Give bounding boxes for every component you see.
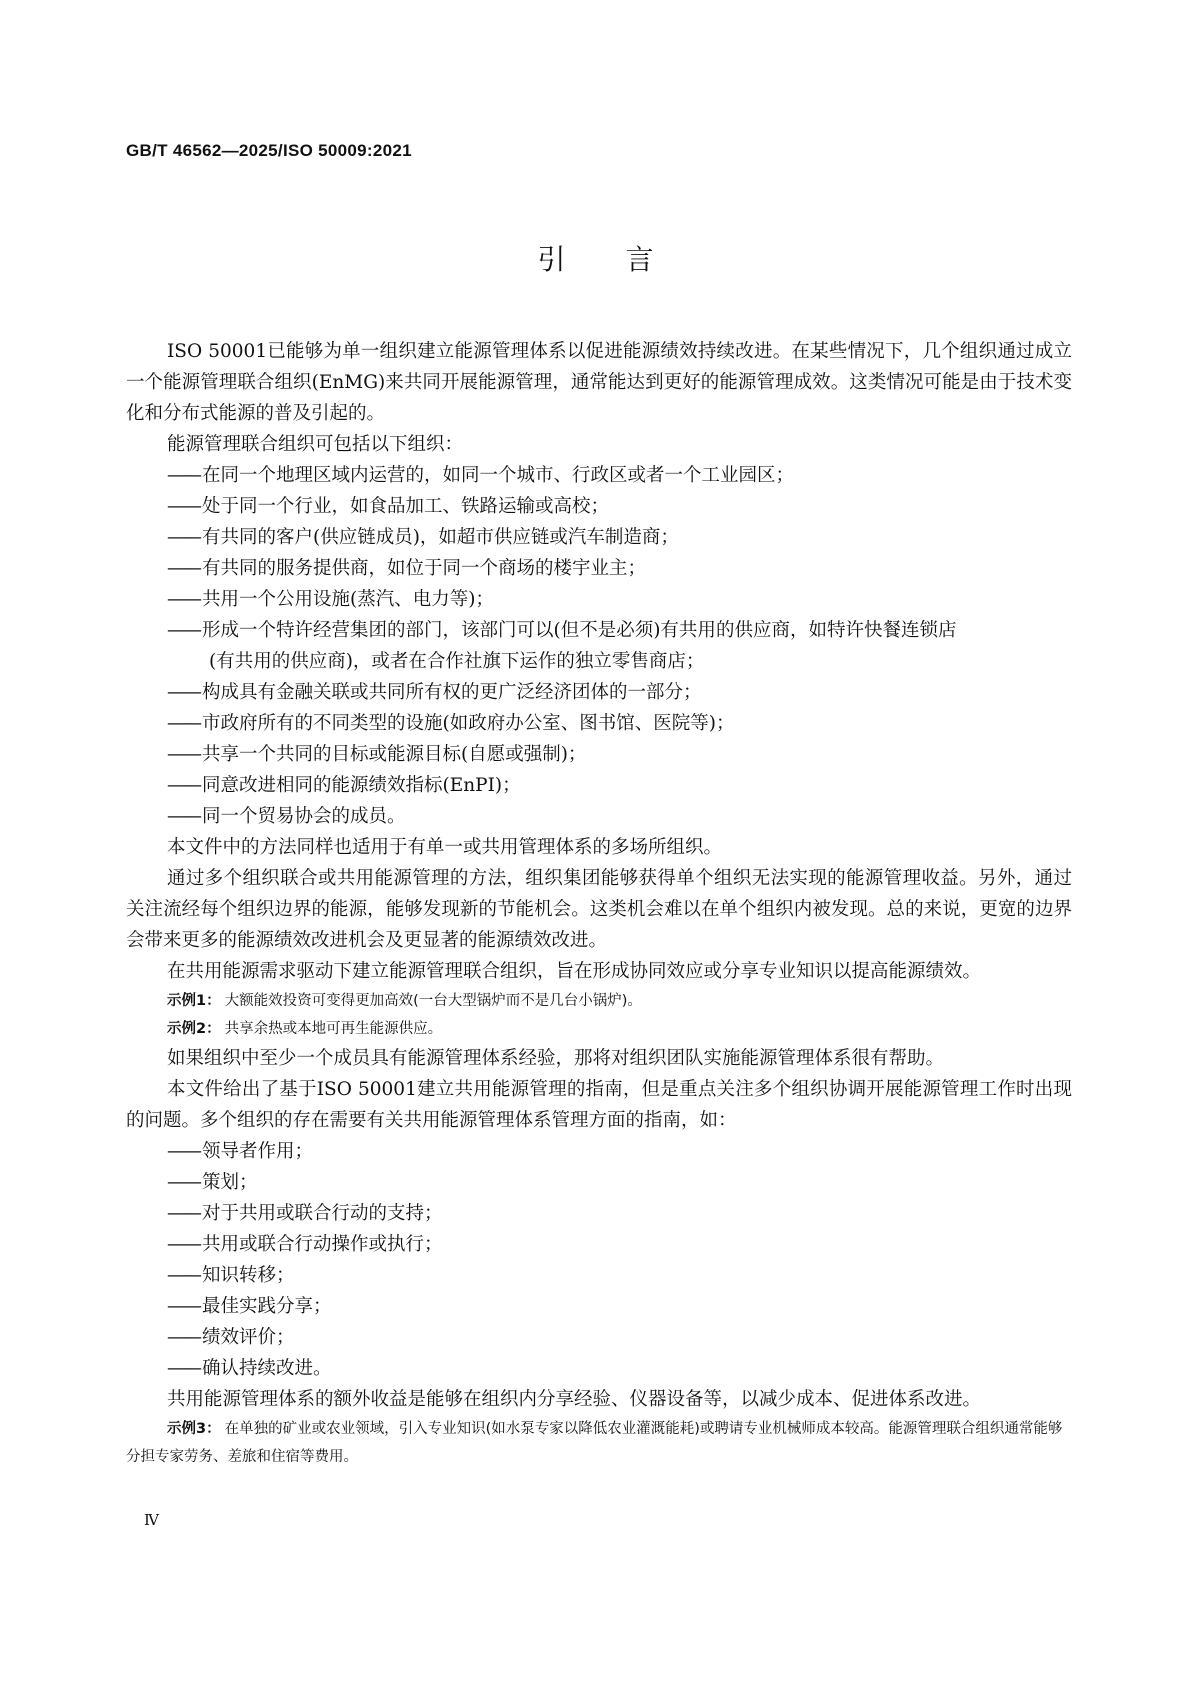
list-item: —— 在同一个地理区域内运营的，如同一个城市、行政区或者一个工业园区； xyxy=(167,460,1072,491)
list-item: —— 形成一个特许经营集团的部门，该部门可以(但不是必须)有共用的供应商，如特许快餐连锁店 xyxy=(167,615,1072,646)
document-body xyxy=(126,336,1072,1471)
list-item: —— 处于同一个行业，如食品加工、铁路运输或高校； xyxy=(167,491,1072,522)
list-item: —— 绩效评价； xyxy=(167,1322,1072,1353)
list-item: —— 确认持续改进。 xyxy=(167,1353,1072,1384)
example-2 xyxy=(167,1015,1072,1043)
paragraph: 本文件中的方法同样也适用于有单一或共用管理体系的多场所组织。 xyxy=(167,837,723,858)
example-label: 示例2： xyxy=(167,1021,221,1037)
paragraph: ISO 50001已能够为单一组织建立能源管理体系以促进能源绩效持续改进。在某些情况下，几个组织通过成立一个能源管理联合组织(EnMG)来共同开展能源管理，通常能达到更好的能源管理成效。这类情况可能是由于技术变化和分布式能源的普及引起的。 xyxy=(126,341,1072,424)
example-text: 共享余热或本地可再生能源供应。 xyxy=(224,1021,443,1037)
example-3 xyxy=(126,1415,1072,1471)
paragraph: 通过多个组织联合或共用能源管理的方法，组织集团能够获得单个组织无法实现的能源管理收益。另外，通过关注流经每个组织边界的能源，能够发现新的节能机会。这类机会难以在单个组织内被发现。总的来说，更宽的边界会带来更多的能源绩效改进机会及更显著的能源绩效改进。 xyxy=(126,868,1072,951)
list-item-continuation: (有共用的供应商)，或者在合作社旗下运作的独立零售商店； xyxy=(209,651,705,672)
paragraph: 在共用能源需求驱动下建立能源管理联合组织，旨在形成协同效应或分享专业知识以提高能源绩效。 xyxy=(167,961,982,982)
example-label: 示例3： xyxy=(167,1421,221,1437)
list-item: —— 有共同的客户(供应链成员)，如超市供应链或汽车制造商； xyxy=(167,522,1072,553)
example-text: 大额能效投资可变得更加高效(一台大型锅炉而不是几台小锅炉)。 xyxy=(224,993,642,1009)
paragraph: 能源管理联合组织可包括以下组织： xyxy=(167,434,464,455)
page-number: Ⅳ xyxy=(144,1511,159,1529)
standard-number: GB/T 46562—2025/ISO 50009:2021 xyxy=(126,141,412,160)
list-item: —— 共用或联合行动操作或执行； xyxy=(167,1229,1072,1260)
list-item: —— 对于共用或联合行动的支持； xyxy=(167,1198,1072,1229)
list-item: —— 最佳实践分享； xyxy=(167,1291,1072,1322)
list-item: —— 共用一个公用设施(蒸汽、电力等)； xyxy=(167,584,1072,615)
example-text: 在单独的矿业或农业领域，引入专业知识(如水泵专家以降低农业灌溉能耗)或聘请专业机械师成本较高。能源管理联合组织通常能够分担专家劳务、差旅和住宿等费用。 xyxy=(126,1421,1063,1465)
list-item: —— 构成具有金融关联或共同所有权的更广泛经济团体的一部分； xyxy=(167,677,1072,708)
paragraph: 本文件给出了基于ISO 50001建立共用能源管理的指南，但是重点关注多个组织协调开展能源管理工作时出现的问题。多个组织的存在需要有关共用能源管理体系管理方面的指南，如： xyxy=(126,1079,1072,1131)
paragraph: 共用能源管理体系的额外收益是能够在组织内分享经验、仪器设备等，以减少成本、促进体系改进。 xyxy=(167,1389,982,1410)
example-label: 示例1： xyxy=(167,993,221,1009)
list-item: —— 同意改进相同的能源绩效指标(EnPI)； xyxy=(167,770,1072,801)
list-item: —— 市政府所有的不同类型的设施(如政府办公室、图书馆、医院等)； xyxy=(167,708,1072,739)
example-1 xyxy=(167,987,1072,1015)
paragraph: 如果组织中至少一个成员具有能源管理体系经验，那将对组织团队实施能源管理体系很有帮助。 xyxy=(167,1048,945,1069)
list-item: —— 领导者作用； xyxy=(167,1136,1072,1167)
page-title: 引言 xyxy=(537,243,714,276)
list-item: —— 知识转移； xyxy=(167,1260,1072,1291)
list-item: —— 共享一个共同的目标或能源目标(自愿或强制)； xyxy=(167,739,1072,770)
list-item: —— 有共同的服务提供商，如位于同一个商场的楼宇业主； xyxy=(167,553,1072,584)
list-item: —— 策划； xyxy=(167,1167,1072,1198)
list-item: —— 同一个贸易协会的成员。 xyxy=(167,801,1072,832)
